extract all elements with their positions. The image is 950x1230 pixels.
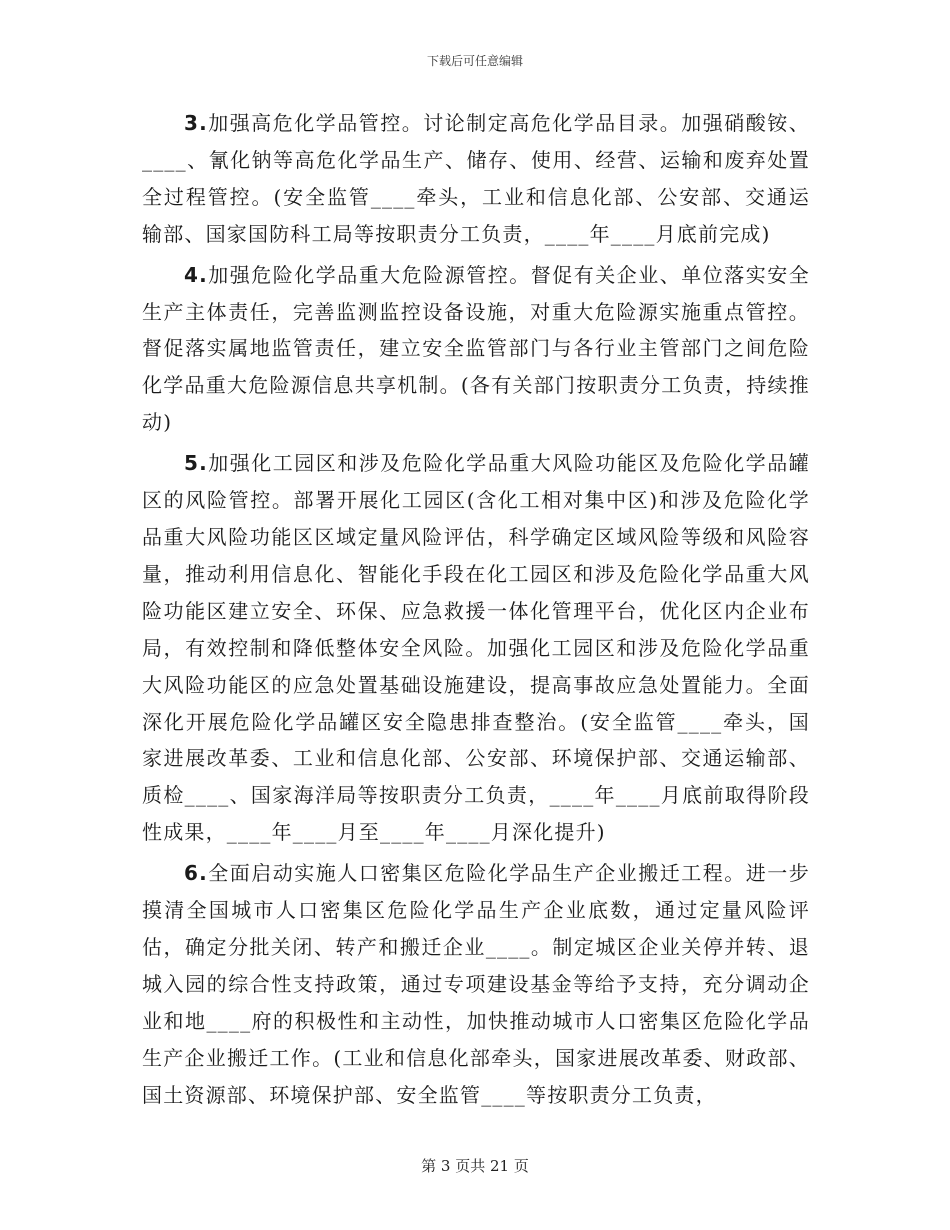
- paragraph-number: 4.: [184, 262, 208, 287]
- paragraph-5: [142, 445, 810, 851]
- paragraph-number: 3.: [184, 111, 208, 135]
- paragraph-text: 全面启动实施人口密集区危险化学品生产企业搬迁工程。进一步摸清全国城市人口密集区危险化学品生产企业底数，通过定量风险评估，确定分批关闭、转产和搬迁企业____。制定城区企业关停并转、退城入园的综合性支持政策，通过专项建设基金等给予支持，充分调动企业和地____府的积极性和主动性，加快推动城市人口密集区危险化学品生产企业搬迁工作。(工业和信息化部牵头，国家进展改革委、财政部、国土资源部、环境保护部、安全监管____等按职责分工负责，: [142, 861, 810, 1107]
- document-body: [142, 105, 810, 1117]
- paragraph-text: 加强化工园区和涉及危险化学品重大风险功能区及危险化学品罐区的风险管控。部署开展化工园区(含化工相对集中区)和涉及危险化学品重大风险功能区区域定量风险评估，科学确定区域风险等级和风险容量，推动利用信息化、智能化手段在化工园区和涉及危险化学品重大风险功能区建立安全、环保、应急救援一体化管理平台，优化区内企业布局，有效控制和降低整体安全风险。加强化工园区和涉及危险化学品重大风险功能区的应急处置基础设施建设，提高事故应急处置能力。全面深化开展危险化学品罐区安全隐患排查整治。(安全监管____牵头，国家进展改革委、工业和信息化部、公安部、环境保护部、交通运输部、质检____、国家海洋局等按职责分工负责，____年____月底前取得阶段性成果，____年____月至____年____月深化提升): [142, 451, 810, 845]
- paragraph-text: 加强危险化学品重大危险源管控。督促有关企业、单位落实安全生产主体责任，完善监测监控设备设施，对重大危险源实施重点管控。督促落实属地监管责任，建立安全监管部门与各行业主管部门之间危险化学品重大危险源信息共享机制。(各有关部门按职责分工负责，持续推动): [142, 262, 810, 435]
- page-header-note: 下载后可任意编辑: [426, 54, 523, 68]
- paragraph-text: 加强高危化学品管控。讨论制定高危化学品目录。加强硝酸铵、____、氰化钠等高危化学品生产、储存、使用、经营、运输和废弃处置全过程管控。(安全监管____牵头，工业和信息化部、公安部、交通运输部、国家国防科工局等按职责分工负责，____年____月底前完成): [142, 111, 810, 246]
- page-footer: 第 3 页共 21 页: [421, 1157, 529, 1175]
- paragraph-number: 6.: [184, 861, 208, 886]
- paragraph-4: [142, 257, 810, 442]
- paragraph-number: 5.: [184, 451, 208, 476]
- paragraph-3: [142, 105, 810, 253]
- paragraph-6: [142, 855, 810, 1113]
